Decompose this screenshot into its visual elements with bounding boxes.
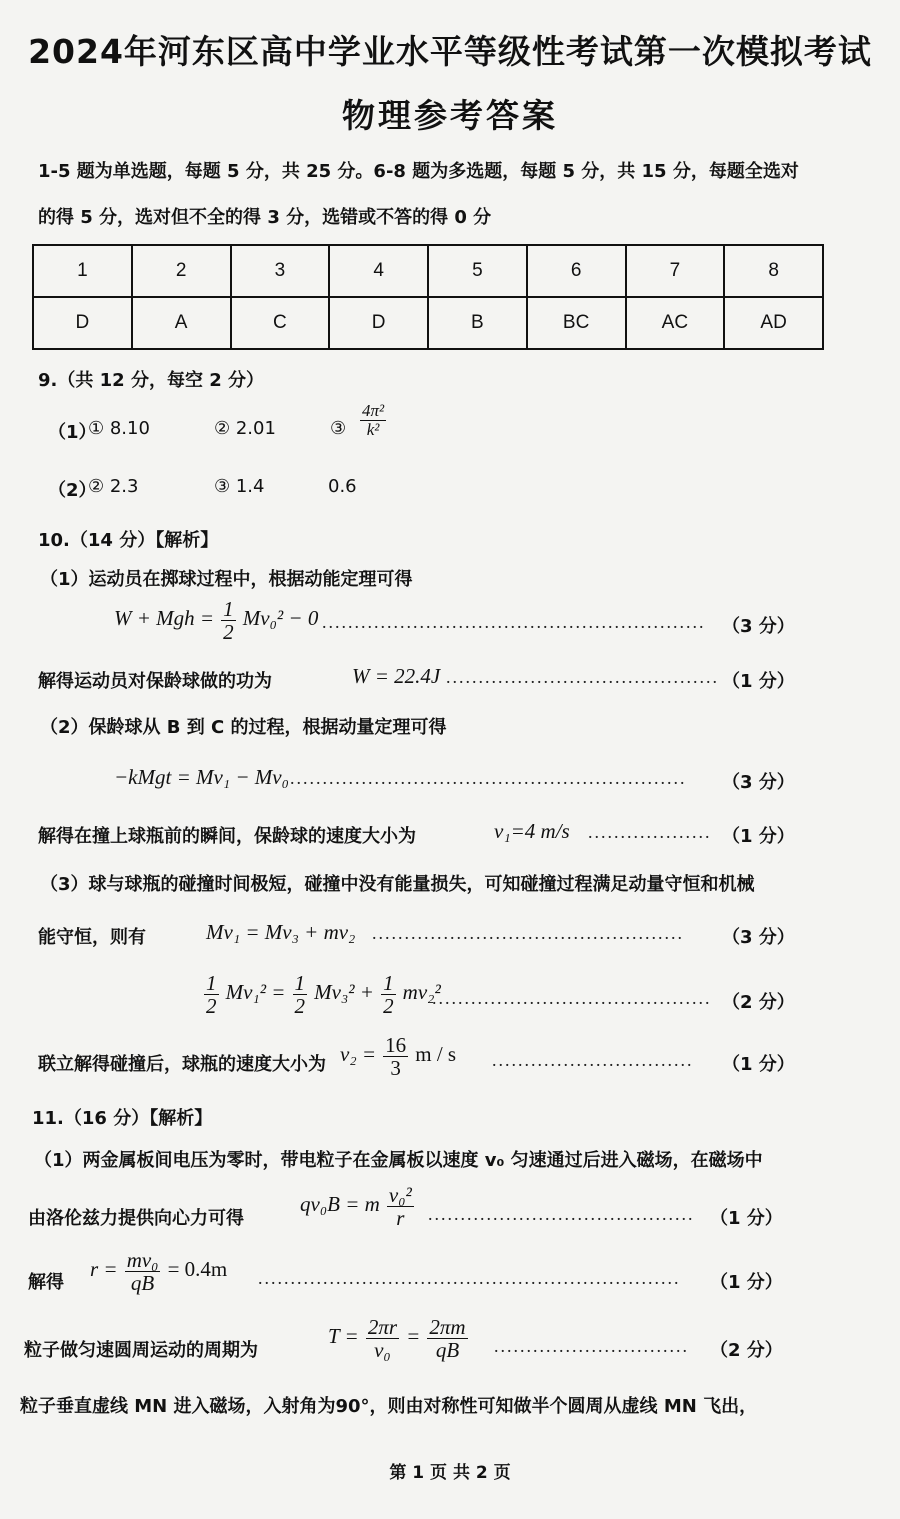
q9-answer-2c: 0.6 bbox=[328, 476, 357, 497]
answer-cell: D bbox=[33, 297, 132, 349]
q11-header: 11.（16 分）【解析】 bbox=[32, 1108, 213, 1129]
q10-result-1-text: 解得运动员对保龄球做的功为 bbox=[38, 671, 272, 692]
page-subtitle: 物理参考答案 bbox=[342, 96, 558, 135]
fraction-numerator: 2πr bbox=[367, 1315, 398, 1339]
answer-table-numbers-row bbox=[33, 245, 823, 297]
q10-header: 10.（14 分）【解析】 bbox=[38, 530, 219, 551]
question-number-cell: 2 bbox=[132, 245, 231, 297]
q10-result-2-text: 解得在撞上球瓶前的瞬间，保龄球的速度大小为 bbox=[38, 826, 416, 847]
q11-equation-1 bbox=[300, 1184, 416, 1229]
equation-left: v₂ = bbox=[340, 1042, 377, 1067]
points-label: （1 分） bbox=[722, 1054, 795, 1075]
fraction-denominator: 3 bbox=[390, 1056, 401, 1081]
answer-cell: B bbox=[428, 297, 527, 349]
fraction-denominator: qB bbox=[130, 1271, 155, 1296]
question-number-cell: 8 bbox=[724, 245, 823, 297]
question-number-cell: 3 bbox=[231, 245, 330, 297]
points-label: （3 分） bbox=[722, 616, 795, 637]
q10-result-3-text: 联立解得碰撞后，球瓶的速度大小为 bbox=[38, 1054, 326, 1075]
q9-answer-1c-fraction bbox=[358, 402, 388, 439]
points-label: （1 分） bbox=[722, 671, 795, 692]
q9-part1-label: （1） bbox=[48, 422, 97, 443]
intro-line-2: 的得 5 分，选对但不全的得 3 分，选错或不答的得 0 分 bbox=[38, 207, 492, 228]
unit-label: m / s bbox=[415, 1042, 457, 1067]
fraction-numerator: 4π² bbox=[362, 401, 385, 420]
fraction-numerator: 1 bbox=[223, 597, 234, 621]
fraction-numerator: 1 bbox=[383, 971, 394, 995]
question-number-cell: 6 bbox=[527, 245, 626, 297]
equation-right: Mv₀² − 0 bbox=[242, 606, 319, 631]
answer-cell: AC bbox=[626, 297, 725, 349]
q11-part1-text-continued: 由洛伦兹力提供向心力可得 bbox=[28, 1208, 244, 1229]
leader-dots: ................................................................. bbox=[258, 1268, 681, 1288]
leader-dots: ............................................................. bbox=[290, 768, 687, 788]
fraction-numerator: 2πm bbox=[429, 1315, 466, 1339]
page-footer: 第 1 页 共 2 页 bbox=[389, 1463, 511, 1483]
fraction-numerator: 16 bbox=[385, 1033, 407, 1057]
equation-term: mv₂² bbox=[402, 980, 441, 1005]
question-number-cell: 4 bbox=[329, 245, 428, 297]
q10-equation-3: Mv₁ = Mv₃ + mv₂ bbox=[206, 920, 356, 944]
fraction-numerator: v₀² bbox=[388, 1183, 412, 1207]
answer-cell: AD bbox=[724, 297, 823, 349]
q11-result-1-text: 解得 bbox=[28, 1272, 64, 1293]
points-label: （3 分） bbox=[722, 772, 795, 793]
question-number-cell: 5 bbox=[428, 245, 527, 297]
fraction-numerator: mv₀ bbox=[126, 1248, 159, 1272]
points-label: （3 分） bbox=[722, 927, 795, 948]
q11-result-1-equation bbox=[90, 1249, 227, 1294]
q9-answer-2a: ② 2.3 bbox=[88, 476, 139, 497]
q11-part1-text: （1）两金属板间电压为零时，带电粒子在金属板以速度 v₀ 匀速通过后进入磁场，在磁场中 bbox=[34, 1150, 763, 1171]
leader-dots: ................................................ bbox=[372, 923, 684, 943]
q9-answer-1a: ① 8.10 bbox=[88, 418, 150, 439]
q9-header: 9.（共 12 分，每空 2 分） bbox=[38, 370, 265, 391]
q10-equation-1 bbox=[114, 598, 318, 643]
answer-cell: D bbox=[329, 297, 428, 349]
q10-part3-text: （3）球与球瓶的碰撞时间极短，碰撞中没有能量损失，可知碰撞过程满足动量守恒和机械 bbox=[40, 874, 755, 895]
fraction-denominator: 2 bbox=[206, 994, 217, 1019]
leader-dots: .......................................... bbox=[446, 667, 719, 687]
points-label: （1 分） bbox=[710, 1208, 783, 1229]
fraction-denominator: qB bbox=[435, 1338, 460, 1363]
q10-result-2-equation: v₁=4 m/s bbox=[494, 819, 570, 843]
answer-cell: C bbox=[231, 297, 330, 349]
q9-answer-2b: ③ 1.4 bbox=[214, 476, 265, 497]
q9-answer-1b: ② 2.01 bbox=[214, 418, 276, 439]
answer-cell: BC bbox=[527, 297, 626, 349]
fraction-numerator: 1 bbox=[294, 971, 306, 995]
intro-line-1: 1-5 题为单选题，每题 5 分，共 25 分。6-8 题为多选题，每题 5 分，共 15 分，每题全选对 bbox=[38, 161, 799, 182]
fraction-denominator: r bbox=[396, 1206, 405, 1231]
q10-equation-4 bbox=[202, 972, 441, 1017]
equation-left: T = bbox=[328, 1324, 359, 1349]
equation-term: Mv₁² = bbox=[225, 980, 286, 1005]
q10-part3-text-continued: 能守恒，则有 bbox=[38, 927, 146, 948]
fraction-denominator: k² bbox=[366, 419, 380, 439]
q11-result-2-text: 粒子做匀速圆周运动的周期为 bbox=[24, 1340, 258, 1361]
fraction-denominator: v₀ bbox=[374, 1338, 391, 1363]
fraction-denominator: 2 bbox=[223, 620, 234, 645]
equation-term: Mv₃² + bbox=[314, 980, 374, 1005]
leader-dots: .............................. bbox=[494, 1336, 689, 1356]
q10-equation-2: −kMgt = Mv₁ − Mv₀ bbox=[114, 765, 289, 789]
points-label: （2 分） bbox=[710, 1340, 783, 1361]
leader-dots: ............................... bbox=[492, 1050, 694, 1070]
q11-result-2-equation: T = $\frac{2\pi r}{\text{v₀}}$ = $\frac{2\pi m}{qB}$ bbox=[328, 1315, 466, 1363]
fraction-numerator: 1 bbox=[206, 971, 217, 995]
fraction-denominator: 2 bbox=[383, 994, 394, 1019]
answer-table bbox=[32, 244, 824, 350]
points-label: （1 分） bbox=[710, 1272, 783, 1293]
q11-continued-text: 粒子垂直虚线 MN 进入磁场，入射角为90°，则由对称性可知做半个圆周从虚线 MN 飞出， bbox=[20, 1396, 758, 1417]
equation-left: r = bbox=[90, 1257, 118, 1282]
equation-right: = 0.4m bbox=[167, 1257, 228, 1282]
page-title: 2024年河东区高中学业水平等级性考试第一次模拟考试 bbox=[28, 32, 872, 71]
points-label: （1 分） bbox=[722, 826, 795, 847]
q9-answer-1c-label: ③ bbox=[330, 418, 347, 439]
question-number-cell: 7 bbox=[626, 245, 725, 297]
q9-part2-label: （2） bbox=[48, 480, 97, 501]
leader-dots: ........................................................... bbox=[322, 612, 706, 632]
fraction-denominator: 2 bbox=[294, 994, 306, 1019]
equation-left: W + Mgh = bbox=[114, 606, 215, 631]
q10-result-3-equation bbox=[340, 1034, 456, 1079]
points-label: （2 分） bbox=[722, 992, 795, 1013]
leader-dots: ......................................... bbox=[428, 1204, 695, 1224]
leader-dots: ................... bbox=[588, 822, 712, 842]
equation-left: qv₀B = m bbox=[300, 1192, 380, 1217]
q10-result-1-equation: W = 22.4J bbox=[352, 664, 441, 688]
answer-cell: A bbox=[132, 297, 231, 349]
question-number-cell: 1 bbox=[33, 245, 132, 297]
answer-table-answers-row bbox=[33, 297, 823, 349]
q10-part1-text: （1）运动员在掷球过程中，根据动能定理可得 bbox=[40, 569, 413, 590]
q10-part2-text: （2）保龄球从 B 到 C 的过程，根据动量定理可得 bbox=[40, 717, 447, 738]
leader-dots: ........................................... bbox=[432, 988, 712, 1008]
